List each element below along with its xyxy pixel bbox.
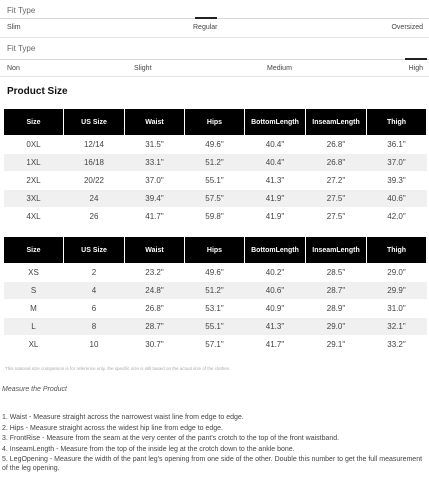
table-cell: 1XL [4, 154, 64, 172]
table-cell: 41.7" [245, 336, 306, 354]
table-cell: 2XL [4, 172, 64, 190]
table-cell: 28.7" [306, 282, 367, 300]
table-header-row [4, 109, 427, 136]
col-header-size: Size [4, 109, 64, 136]
fit-type-label: Fit Type [7, 44, 36, 53]
col-header-us-size: US Size [64, 109, 125, 136]
measure-step-front-rise: 3. FrontRise - Measure from the seam at the very center of the pant's crotch to the top of the front waistband. [2, 435, 340, 443]
table-cell: XS [4, 264, 64, 282]
table-cell: 41.9" [245, 190, 306, 208]
table-cell: 40.9" [245, 300, 306, 318]
table-cell: 28.7" [125, 318, 185, 336]
table-cell: 57.5" [185, 190, 245, 208]
table-row [4, 264, 427, 282]
section-title: Product Size [7, 86, 68, 97]
col-header-us-size: US Size [64, 237, 125, 264]
table-cell: L [4, 318, 64, 336]
table-cell: 55.1" [185, 172, 245, 190]
table-cell: 55.1" [185, 318, 245, 336]
table-cell: 24 [64, 190, 125, 208]
table-cell: 40.6" [367, 190, 427, 208]
size-note: This national size comparison is for reference only, the specific size is still based on the actual size of the clothes. [5, 366, 231, 371]
col-header-bottom-length: BottomLength [245, 109, 306, 136]
table-cell: 28.5" [306, 264, 367, 282]
table-cell: 24.8" [125, 282, 185, 300]
measure-step-inseam-length: 4. InseamLength - Measure from the top of the inside leg at the crotch down to the ankle bone. [2, 445, 295, 453]
table-cell: 49.6" [185, 136, 245, 154]
table-cell: 29.0" [306, 318, 367, 336]
table-row [4, 208, 427, 226]
table-cell: 10 [64, 336, 125, 354]
fit-option-regular: Regular [193, 24, 218, 31]
table-row [4, 190, 427, 208]
table-cell: 2 [64, 264, 125, 282]
measure-step-hips: 2. Hips - Measure straight across the widest hip line from edge to edge. [2, 424, 223, 432]
table-cell: 4XL [4, 208, 64, 226]
table-cell: 53.1" [185, 300, 245, 318]
table-cell: 41.3" [245, 318, 306, 336]
table-cell: 23.2" [125, 264, 185, 282]
table-cell: 3XL [4, 190, 64, 208]
size-table-us [3, 108, 427, 225]
table-cell: 27.2" [306, 172, 367, 190]
table-cell: 51.2" [185, 154, 245, 172]
table-cell: 6 [64, 300, 125, 318]
table-cell: 36.1" [367, 136, 427, 154]
table-cell: 29.1" [306, 336, 367, 354]
table-row [4, 318, 427, 336]
fit-option-oversized: Oversized [391, 24, 423, 31]
measure-step-waist: 1. Waist - Measure straight across the narrowest waist line from edge to edge. [2, 414, 244, 421]
table-cell: 29.0" [367, 264, 427, 282]
table-cell: 40.4" [245, 136, 306, 154]
table-row [4, 172, 427, 190]
table-cell: 42.0" [367, 208, 427, 226]
table-cell: S [4, 282, 64, 300]
table-row [4, 282, 427, 300]
table-cell: 31.5" [125, 136, 185, 154]
col-header-waist: Waist [125, 237, 185, 264]
table-header-row [4, 237, 427, 264]
table-cell: 33.2" [367, 336, 427, 354]
table-cell: 33.1" [125, 154, 185, 172]
table-cell: 51.2" [185, 282, 245, 300]
fit-type-label: Fit Type [7, 6, 36, 15]
table-cell: 27.5" [306, 190, 367, 208]
col-header-bottom-length: BottomLength [245, 237, 306, 264]
table-cell: 27.5" [306, 208, 367, 226]
table-cell: 26 [64, 208, 125, 226]
table-cell: 30.7" [125, 336, 185, 354]
table-cell: 28.9" [306, 300, 367, 318]
size-table-standard [3, 236, 427, 353]
table-cell: 41.3" [245, 172, 306, 190]
table-cell: 26.8" [125, 300, 185, 318]
fit-option-high: High [408, 65, 423, 72]
fit-selected-marker [405, 58, 427, 60]
measure-step-leg-opening: 5. LegOpening - Measure the width of the pant leg's opening from one side of the other. Double this number to get the full measurement of the leg opening. [2, 456, 423, 472]
table-cell: 29.9" [367, 282, 427, 300]
table-cell: 40.6" [245, 282, 306, 300]
col-header-waist: Waist [125, 109, 185, 136]
table-cell: 16/18 [64, 154, 125, 172]
table-cell: 40.4" [245, 154, 306, 172]
table-cell: 39.4" [125, 190, 185, 208]
table-cell: 8 [64, 318, 125, 336]
table-row [4, 336, 427, 354]
col-header-inseam-length: InseamLength [306, 109, 367, 136]
table-cell: 41.7" [125, 208, 185, 226]
table-cell: 20/22 [64, 172, 125, 190]
table-cell: 0XL [4, 136, 64, 154]
table-cell: 37.0" [125, 172, 185, 190]
table-cell: 37.0" [367, 154, 427, 172]
table-cell: 32.1" [367, 318, 427, 336]
measure-title: Measure the Product [2, 386, 67, 393]
fit-option-slim: Slim [7, 24, 21, 31]
table-cell: 40.2" [245, 264, 306, 282]
divider [0, 76, 429, 77]
table-cell: 49.6" [185, 264, 245, 282]
table-cell: 57.1" [185, 336, 245, 354]
fit-selected-marker [195, 17, 217, 19]
col-header-hips: Hips [185, 109, 245, 136]
col-header-hips: Hips [185, 237, 245, 264]
col-header-thigh: Thigh [367, 109, 427, 136]
table-cell: M [4, 300, 64, 318]
col-header-inseam-length: InseamLength [306, 237, 367, 264]
table-cell: 41.9" [245, 208, 306, 226]
table-row [4, 154, 427, 172]
table-cell: 59.8" [185, 208, 245, 226]
fit-option-non: Non [7, 65, 20, 72]
col-header-size: Size [4, 237, 64, 264]
fit-option-slight: Slight [134, 65, 152, 72]
table-cell: 4 [64, 282, 125, 300]
table-cell: 26.8" [306, 154, 367, 172]
table-cell: 39.3" [367, 172, 427, 190]
fit-track [0, 59, 429, 60]
col-header-thigh: Thigh [367, 237, 427, 264]
table-cell: 26.8" [306, 136, 367, 154]
measure-steps [2, 414, 426, 475]
table-row [4, 136, 427, 154]
fit-option-medium: Medium [267, 65, 292, 72]
table-cell: 12/14 [64, 136, 125, 154]
table-row [4, 300, 427, 318]
table-cell: 31.0" [367, 300, 427, 318]
table-cell: XL [4, 336, 64, 354]
divider [0, 37, 429, 38]
